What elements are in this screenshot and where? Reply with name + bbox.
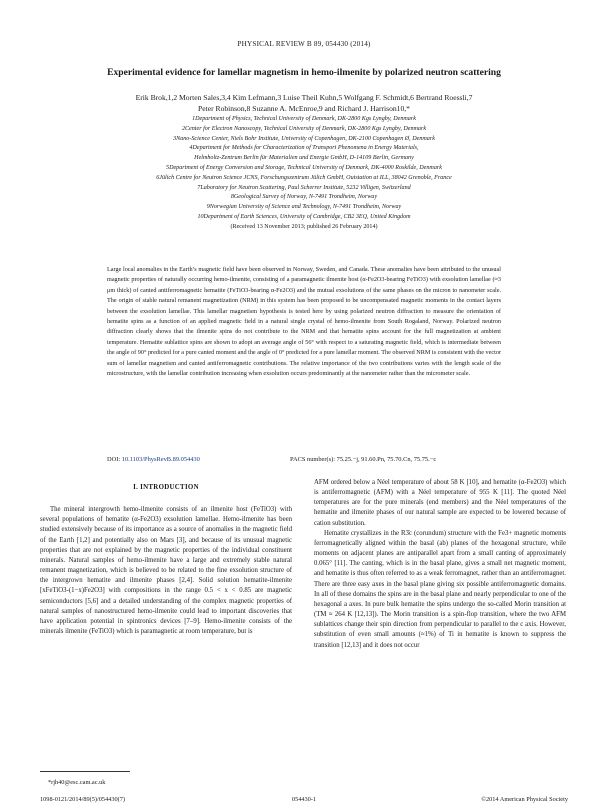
affiliation: 7Laboratory for Neutron Scattering, Paul Scherrer Institute, 5232 Villigen, Switzerland [197, 184, 411, 191]
affiliation: 10Department of Earth Sciences, University of Cambridge, CB2 3EQ, United Kingdom [197, 213, 411, 220]
doi-pacs-line [107, 456, 501, 463]
left-column [40, 483, 292, 637]
pacs-numbers: PACS number(s): 75.25.−j, 91.60.Pn, 75.70.Cn, 75.75.−c [290, 456, 437, 463]
page-footer [40, 796, 568, 803]
copyright: ©2014 American Physical Society [481, 796, 568, 803]
received-dates: (Received 13 November 2013; published 26 February 2014) [230, 223, 378, 230]
journal-header: PHYSICAL REVIEW B 89, 054430 (2014) [237, 40, 371, 48]
affiliation: 8Geological Survey of Norway, N-7491 Trondheim, Norway [230, 194, 378, 201]
body-paragraph: The mineral intergrowth hemo-ilmenite consists of an ilmenite host (FeTiO3) with several populations of hematite (α-Fe2O3) exsolution lamellae. Hemo-ilmenite has been studied extensively because of its importance as a source of anomalies in the magnetic field of the Earth [1,2] and potentially also on Mars [3], and because of its unusual magnetic properties that are not explained by the magnetic properties of the individual constituent minerals. Natural samples of hemo-ilmenite have a large and extremely stable natural remanent magnetization, which is believed to be related to the fine exsolution structure of the intergrown hematite and ilmenite phases [2,4]. Solid solution hematite-ilmenite [xFeTiO3-(1−x)Fe2O3] with compositions in the range 0.5 < x < 0.85 are magnetic semiconductors [5,6] and a detailed understanding of the complex magnetic properties of natural samples of nanostructured hemo-ilmenite could lead to important discoveries that have application potential in spintronics devices [7–9]. Hemo-ilmenite consists of the minerals ilmenite (FeTiO3) which is paramagnetic at room temperature, but is [40, 506, 292, 636]
affiliation: 2Center for Electron Nanoscopy, Technical University of Denmark, DK-2800 Kgs Lyngby, Denmark [181, 125, 427, 132]
affiliation: 4Department for Methods for Characterization of Transport Phenomena in Energy Materials, [189, 145, 419, 152]
body-paragraph: Hematite crystallizes in the R3̄c (corundum) structure with the Fe3+ magnetic moments ferromagnetically aligned within the basal (ab) planes of the hexagonal structure, while moments on adjacent planes are antiparallel apart from a small canting of approximately 0.065° [11]. The canting, which is in the basal plane, gives a small net magnetic moment, and hematite is thus often referred to as a weak ferromagnet, rather than an antiferromagnet. There are three easy axes in the basal plane giving six possible antiferromagnetic domains. In all of these domains the spins are in the basal plane and nearly perpendicular to one of the hexagonal a axes. In pure bulk hematite the spins undergo the so-called Morin transition at (TM ≈ 264 K [12,13]). The Morin transition is a spin-flop transition, where the two AFM sublattices change their spin direction from perpendicular to parallel to the c axis. However, substitution of even small amounts (≈1%) of Ti in hematite is known to suppress the transition [12,13] and it does not occur [314, 529, 566, 649]
affiliation: Helmholtz-Zentrum Berlin für Materialien und Energie GmbH, D-14109 Berlin, Germany [194, 155, 414, 162]
footnote-rule [40, 771, 130, 772]
author-line: Peter Robinson,8 Suzanne A. McEnroe,9 and Richard J. Harrison10,* [198, 103, 410, 113]
affiliation: 9Norwegian University of Science and Technology, N-7491 Trondheim, Norway [206, 204, 402, 211]
corresponding-email: *rjh40@esc.cam.ac.uk [48, 779, 106, 786]
affiliation: 1Department of Physics, Technical University of Denmark, DK-2800 Kgs Lyngby, Denmark [192, 116, 416, 122]
author-line: Erik Brok,1,2 Morten Sales,3,4 Kim Lefmann,3 Luise Theil Kuhn,5 Wolfgang F. Schmidt,6 Bertrand Roessli,7 [135, 93, 473, 102]
affiliation: 6Jülich Centre for Neutron Science JCNS, Forschungszentrum Jülich GmbH, Outstation at ILL, 38042 Grenoble, France [156, 174, 452, 181]
paper-title: Experimental evidence for lamellar magnetism in hemo-ilmenite by polarized neutron scattering [107, 67, 501, 78]
doi-link[interactable]: 10.1103/PhysRevB.89.054430 [121, 456, 200, 463]
doi-label: DOI: [107, 456, 121, 463]
affiliations [40, 115, 568, 233]
author-list [50, 93, 558, 114]
affiliation: 5Department of Energy Conversion and Storage, Technical University of Denmark, DK-4000 Roskilde, Denmark [166, 164, 442, 171]
page-number: 054430-1 [291, 796, 317, 803]
section-heading: I. INTRODUCTION [133, 484, 199, 491]
body-paragraph: AFM ordered below a Néel temperature of about 58 K [10], and hematite (α-Fe2O3) which is antiferromagnetic (AFM) with a Néel temperature of 955 K [11]. The quoted Néel temperatures are for the pure minerals (end members) and the Néel temperatures of the hematite and ilmenite phases of our natural sample are expected to be lowered because of cation substitution. [314, 479, 566, 527]
right-column [314, 478, 566, 651]
abstract: Large local anomalies in the Earth’s magnetic field have been observed in Norway, Sweden, and Canada. These anomalies have been attributed to the unusual magnetic properties of naturally occurring hemo-ilmenite, consisting of a paramagnetic ilmenite host (α-Fe2O3-bearing FeTiO3) with exsolution lamellae (≈3 μm thick) of canted antiferromagnetic hematite (FeTiO3-bearing α-Fe2O3) and the mutual exsolutions of the same phases on the micron to nanometer scale. The origin of stable natural remanent magnetization (NRM) in this system has been proposed to be uncompensated magnetic moments in the contact layers between the exsolution lamellae. This lamellar magnetism hypothesis is tested here by using polarized neutron diffraction to measure the orientation of hematite spins as a function of an applied magnetic field in a natural single crystal of hemo-ilmenite from South Rogaland, Norway. Polarized neutron diffraction clearly shows that the ilmenite spins do not contribute to the NRM and that hematite spins account for the full magnetization at ambient temperature. Hematite sublattice spins are shown to adopt an average angle of 56° with respect to a saturating magnetic field, which is intermediate between the angle of 90° predicted for a pure canted moment and the angle of 0° predicted for a pure lamellar moment. The observed NRM is consistent with the vector sum of lamellar magnetism and canted antiferromagnetic contributions. The relative importance of the two contributions varies with the length scale of the microstructure, with the lamellar contribution increasing when exsolution occurs predominantly at the nanometer rather than the micrometer scale. [107, 266, 502, 378]
affiliation: 3Nano-Science Center, Niels Bohr Institute, University of Copenhagen, DK-2100 Copenhagen Ø, Denmark [173, 135, 435, 142]
footer-issn: 1098-0121/2014/89(5)/054430(7) [40, 796, 125, 803]
